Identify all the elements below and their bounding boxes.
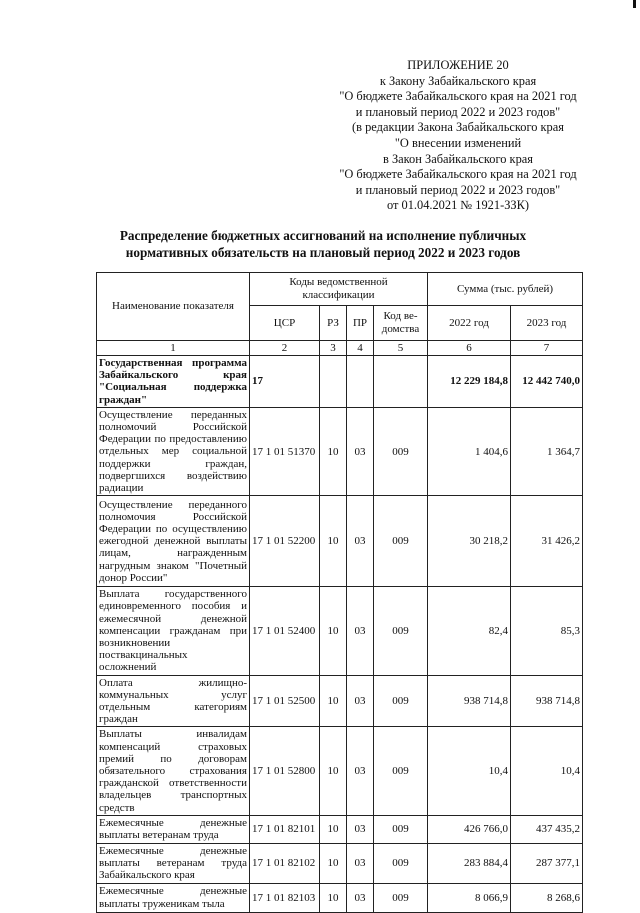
table-row (97, 843, 583, 883)
row-sum-2022: 8 066,9 (428, 883, 511, 912)
header-sum: Сумма (тыс. рублей) (428, 273, 583, 306)
row-pr: 03 (347, 815, 374, 843)
row-name: Ежемесячные денежные выплаты ветеранам труда Забайкальского края (97, 843, 250, 883)
row-sum-2022: 938 714,8 (428, 675, 511, 727)
table-row (97, 727, 583, 815)
row-sum-2023: 31 426,2 (511, 496, 583, 587)
row-rz: 10 (320, 883, 347, 912)
title-line-1: Распределение бюджетных ассигнований на исполнение публичных (119, 228, 527, 243)
row-sum-2023: 938 714,8 (511, 675, 583, 727)
col-number: 1 (97, 341, 250, 356)
appendix-line: "О внесении изменений (394, 135, 522, 150)
row-ved: 009 (374, 843, 428, 883)
header-codes: Коды ведомственной классификации (250, 273, 428, 306)
table-row (97, 815, 583, 843)
row-sum-2023: 10,4 (511, 727, 583, 815)
row-name: Государственная программа Забайкальского края "Социальная поддержка граждан" (97, 356, 250, 408)
header-rz: РЗ (320, 306, 347, 341)
row-rz: 10 (320, 407, 347, 495)
appendix-line: и плановый период 2022 и 2023 годов" (355, 104, 561, 119)
row-sum-2022: 426 766,0 (428, 815, 511, 843)
row-name: Выплата государственного единовременного пособия и ежемесячной денежной компенсации гражданам при возникновении поствакцинальных осложнений (97, 587, 250, 675)
row-csr: 17 1 01 51370 (250, 407, 320, 495)
row-name: Ежемесячные денежные выплаты труженикам тыла (97, 883, 250, 912)
row-sum-2023: 437 435,2 (511, 815, 583, 843)
table-row (97, 496, 583, 587)
col-number: 6 (428, 341, 511, 356)
row-rz: 10 (320, 815, 347, 843)
row-pr: 03 (347, 496, 374, 587)
col-number: 3 (320, 341, 347, 356)
row-csr: 17 (250, 356, 320, 408)
row-rz: 10 (320, 496, 347, 587)
appendix-line: "О бюджете Забайкальского края на 2021 год (339, 167, 577, 182)
budget-table (96, 272, 583, 913)
row-sum-2023: 12 442 740,0 (511, 356, 583, 408)
row-csr: 17 1 01 52400 (250, 587, 320, 675)
row-pr: 03 (347, 407, 374, 495)
row-ved: 009 (374, 815, 428, 843)
appendix-line: "О бюджете Забайкальского края на 2021 год (339, 89, 577, 104)
table-row (97, 356, 583, 408)
row-rz: 10 (320, 587, 347, 675)
col-number: 5 (374, 341, 428, 356)
header-pr: ПР (347, 306, 374, 341)
row-sum-2022: 283 884,4 (428, 843, 511, 883)
header-csr: ЦСР (250, 306, 320, 341)
row-rz: 10 (320, 675, 347, 727)
row-rz: 10 (320, 843, 347, 883)
appendix-line: к Закону Забайкальского края (379, 73, 537, 88)
row-csr: 17 1 01 52500 (250, 675, 320, 727)
row-csr: 17 1 01 82102 (250, 843, 320, 883)
row-pr: 03 (347, 727, 374, 815)
column-numbers-row (97, 341, 583, 356)
row-rz: 10 (320, 727, 347, 815)
row-name: Осуществление переданных полномочий Российской Федерации по предоставлению отдельных мер социальной поддержки граждан, подвергшихся воздействию радиации (97, 407, 250, 495)
table-row (97, 675, 583, 727)
appendix-line: от 01.04.2021 № 1921-ЗЗК) (386, 198, 530, 213)
row-ved (374, 356, 428, 408)
row-pr: 03 (347, 883, 374, 912)
document-title (96, 227, 550, 261)
row-ved: 009 (374, 407, 428, 495)
row-ved: 009 (374, 883, 428, 912)
appendix-line: в Закон Забайкальского края (383, 151, 533, 166)
appendix-line: и плановый период 2022 и 2023 годов" (355, 182, 561, 197)
row-pr: 03 (347, 843, 374, 883)
row-name: Осуществление переданного полномочия Российской Федерации по осуществлению ежегодной денежной выплаты лицам, награжденным нагрудным знаком "Почетный донор России" (97, 496, 250, 587)
row-name: Ежемесячные денежные выплаты ветеранам труда (97, 815, 250, 843)
row-sum-2023: 8 268,6 (511, 883, 583, 912)
col-number: 7 (511, 341, 583, 356)
row-ved: 009 (374, 587, 428, 675)
row-sum-2023: 85,3 (511, 587, 583, 675)
appendix-line: ПРИЛОЖЕНИЕ 20 (407, 58, 509, 72)
row-pr (347, 356, 374, 408)
header-name: Наименование показателя (97, 273, 250, 341)
table-row (97, 587, 583, 675)
row-ved: 009 (374, 727, 428, 815)
row-sum-2023: 1 364,7 (511, 407, 583, 495)
row-ved: 009 (374, 496, 428, 587)
col-number: 4 (347, 341, 374, 356)
row-name: Оплата жилищно-коммунальных услуг отдельным категориям граждан (97, 675, 250, 727)
row-sum-2022: 82,4 (428, 587, 511, 675)
row-csr: 17 1 01 52200 (250, 496, 320, 587)
row-sum-2023: 287 377,1 (511, 843, 583, 883)
appendix-header (300, 58, 616, 214)
row-sum-2022: 30 218,2 (428, 496, 511, 587)
row-csr: 17 1 01 52800 (250, 727, 320, 815)
row-csr: 17 1 01 82103 (250, 883, 320, 912)
header-row-1 (97, 273, 583, 306)
page-corner-mark (633, 0, 636, 8)
title-line-2: нормативных обязательств на плановый период 2022 и 2023 годов (125, 245, 521, 260)
row-pr: 03 (347, 587, 374, 675)
row-sum-2022: 12 229 184,8 (428, 356, 511, 408)
row-name: Выплаты инвалидам компенсаций страховых премий по договорам обязательного страхования гражданской ответственности владельцев транспортных средств (97, 727, 250, 815)
table-row (97, 407, 583, 495)
header-ved: Код ве-домства (374, 306, 428, 341)
appendix-line: (в редакции Закона Забайкальского края (352, 120, 564, 135)
row-csr: 17 1 01 82101 (250, 815, 320, 843)
row-ved: 009 (374, 675, 428, 727)
col-number: 2 (250, 341, 320, 356)
row-sum-2022: 1 404,6 (428, 407, 511, 495)
table-row (97, 883, 583, 912)
row-pr: 03 (347, 675, 374, 727)
header-2023: 2023 год (511, 306, 583, 341)
header-2022: 2022 год (428, 306, 511, 341)
row-rz (320, 356, 347, 408)
row-sum-2022: 10,4 (428, 727, 511, 815)
